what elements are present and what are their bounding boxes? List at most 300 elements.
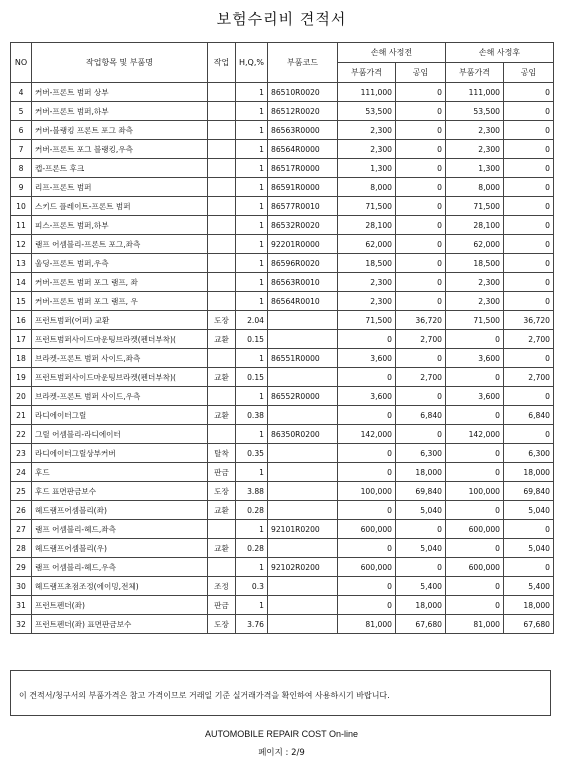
cell-no: 22 bbox=[11, 425, 32, 444]
table-row bbox=[11, 406, 554, 425]
cell-work-type bbox=[208, 387, 236, 406]
table-row bbox=[11, 102, 554, 121]
cell-part-code bbox=[268, 368, 338, 387]
cell-part-code bbox=[268, 615, 338, 634]
cell-part-price-after: 71,500 bbox=[446, 197, 504, 216]
cell-part-price-after: 81,000 bbox=[446, 615, 504, 634]
cell-hq: 1 bbox=[236, 197, 268, 216]
cell-labor-after: 0 bbox=[504, 349, 554, 368]
table-row bbox=[11, 349, 554, 368]
cell-item-name: 라디에이터그릴상부커버 bbox=[32, 444, 208, 463]
cell-labor-after: 0 bbox=[504, 235, 554, 254]
table-row bbox=[11, 235, 554, 254]
cell-part-price-before: 71,500 bbox=[338, 197, 396, 216]
cell-item-name: 프런트범퍼(어퍼) 교환 bbox=[32, 311, 208, 330]
cell-item-name: 후드 bbox=[32, 463, 208, 482]
cell-item-name: 브라켓-프론트 범퍼 사이드,우측 bbox=[32, 387, 208, 406]
cell-part-price-before: 8,000 bbox=[338, 178, 396, 197]
header-before-adjustment: 손해 사정전 bbox=[338, 43, 446, 63]
cell-part-code: 86591R0000 bbox=[268, 178, 338, 197]
cell-no: 30 bbox=[11, 577, 32, 596]
cell-hq: 1 bbox=[236, 102, 268, 121]
cell-hq: 1 bbox=[236, 387, 268, 406]
cell-no: 9 bbox=[11, 178, 32, 197]
cell-work-type: 탈착 bbox=[208, 444, 236, 463]
cell-labor-before: 0 bbox=[396, 254, 446, 273]
cell-hq: 1 bbox=[236, 273, 268, 292]
cell-part-price-after: 62,000 bbox=[446, 235, 504, 254]
cell-item-name: 브라켓-프론트 범퍼 사이드,좌측 bbox=[32, 349, 208, 368]
cell-no: 32 bbox=[11, 615, 32, 634]
cell-hq: 1 bbox=[236, 216, 268, 235]
cell-part-price-before: 142,000 bbox=[338, 425, 396, 444]
cell-labor-after: 0 bbox=[504, 273, 554, 292]
cell-part-price-before: 1,300 bbox=[338, 159, 396, 178]
cell-item-name: 커버-블랭킹 프론트 포그 좌측 bbox=[32, 121, 208, 140]
cell-no: 14 bbox=[11, 273, 32, 292]
cell-labor-after: 0 bbox=[504, 425, 554, 444]
cell-part-price-before: 62,000 bbox=[338, 235, 396, 254]
cell-part-price-after: 0 bbox=[446, 330, 504, 349]
cell-part-code: 92102R0200 bbox=[268, 558, 338, 577]
cell-hq: 3.88 bbox=[236, 482, 268, 501]
cell-labor-before: 18,000 bbox=[396, 596, 446, 615]
cell-no: 15 bbox=[11, 292, 32, 311]
cell-part-price-after: 8,000 bbox=[446, 178, 504, 197]
cell-labor-after: 0 bbox=[504, 140, 554, 159]
cell-labor-before: 0 bbox=[396, 140, 446, 159]
table-row bbox=[11, 121, 554, 140]
cell-part-price-after: 600,000 bbox=[446, 520, 504, 539]
cell-work-type: 교환 bbox=[208, 368, 236, 387]
cell-labor-before: 0 bbox=[396, 102, 446, 121]
table-row bbox=[11, 159, 554, 178]
cell-part-price-before: 2,300 bbox=[338, 292, 396, 311]
cell-part-price-after: 600,000 bbox=[446, 558, 504, 577]
cell-labor-after: 18,000 bbox=[504, 463, 554, 482]
header-part-price-after: 부품가격 bbox=[446, 63, 504, 83]
cell-part-price-before: 3,600 bbox=[338, 387, 396, 406]
cell-work-type: 교환 bbox=[208, 501, 236, 520]
cell-part-code bbox=[268, 596, 338, 615]
cell-part-code: 86512R0020 bbox=[268, 102, 338, 121]
header-after-adjustment: 손해 사정후 bbox=[446, 43, 554, 63]
cell-part-price-before: 0 bbox=[338, 330, 396, 349]
cell-item-name: 후드 표면판금보수 bbox=[32, 482, 208, 501]
cell-work-type bbox=[208, 273, 236, 292]
cell-labor-after: 67,680 bbox=[504, 615, 554, 634]
price-notice: 이 견적서/청구서의 부품가격은 참고 가격이므로 거래일 기준 실거래가격을 확인하여 사용하시기 바랍니다. bbox=[10, 670, 551, 716]
cell-labor-after: 5,400 bbox=[504, 577, 554, 596]
cell-part-code bbox=[268, 482, 338, 501]
cell-part-code bbox=[268, 463, 338, 482]
cell-no: 25 bbox=[11, 482, 32, 501]
cell-labor-before: 0 bbox=[396, 216, 446, 235]
cell-item-name: 그릴 어셈블리-라디에이터 bbox=[32, 425, 208, 444]
cell-part-code: 86564R0010 bbox=[268, 292, 338, 311]
cell-labor-before: 0 bbox=[396, 159, 446, 178]
table-row bbox=[11, 425, 554, 444]
cell-part-price-after: 18,500 bbox=[446, 254, 504, 273]
table-row bbox=[11, 520, 554, 539]
table-row bbox=[11, 368, 554, 387]
cell-item-name: 울딩-프론트 범퍼,우측 bbox=[32, 254, 208, 273]
table-row bbox=[11, 387, 554, 406]
cell-part-code: 86510R0020 bbox=[268, 83, 338, 102]
cell-part-code: 86563R0000 bbox=[268, 121, 338, 140]
cell-labor-after: 5,040 bbox=[504, 539, 554, 558]
cell-part-price-after: 2,300 bbox=[446, 140, 504, 159]
table-row bbox=[11, 501, 554, 520]
cell-labor-before: 67,680 bbox=[396, 615, 446, 634]
cell-labor-after: 0 bbox=[504, 216, 554, 235]
cell-part-code: 86350R0200 bbox=[268, 425, 338, 444]
cell-no: 21 bbox=[11, 406, 32, 425]
cell-no: 27 bbox=[11, 520, 32, 539]
cell-labor-before: 0 bbox=[396, 425, 446, 444]
header-labor-before: 공임 bbox=[396, 63, 446, 83]
table-row bbox=[11, 273, 554, 292]
footer-service-name: AUTOMOBILE REPAIR COST On-line bbox=[204, 729, 359, 739]
cell-part-code: 92101R0200 bbox=[268, 520, 338, 539]
cell-work-type bbox=[208, 102, 236, 121]
table-row bbox=[11, 140, 554, 159]
cell-labor-before: 5,400 bbox=[396, 577, 446, 596]
cell-part-code bbox=[268, 406, 338, 425]
cell-part-price-after: 100,000 bbox=[446, 482, 504, 501]
cell-hq: 0.3 bbox=[236, 577, 268, 596]
cell-labor-after: 0 bbox=[504, 197, 554, 216]
cell-part-price-after: 142,000 bbox=[446, 425, 504, 444]
cell-part-code: 86551R0000 bbox=[268, 349, 338, 368]
cell-labor-after: 6,840 bbox=[504, 406, 554, 425]
cell-item-name: 프런트펜더(좌) bbox=[32, 596, 208, 615]
header-labor-after: 공임 bbox=[504, 63, 554, 83]
cell-item-name: 헤드램프어셈블리(좌) bbox=[32, 501, 208, 520]
header-hq: H,Q,% bbox=[236, 43, 268, 83]
table-row bbox=[11, 330, 554, 349]
cell-part-code: 92201R0000 bbox=[268, 235, 338, 254]
cell-part-price-after: 0 bbox=[446, 463, 504, 482]
cell-no: 20 bbox=[11, 387, 32, 406]
cell-work-type: 교환 bbox=[208, 539, 236, 558]
cell-item-name: 프런트범퍼사이드마운팅브라켓(펜더부착)( bbox=[32, 368, 208, 387]
table-row bbox=[11, 615, 554, 634]
cell-part-price-before: 111,000 bbox=[338, 83, 396, 102]
cell-work-type: 도장 bbox=[208, 311, 236, 330]
cell-part-code: 86577R0010 bbox=[268, 197, 338, 216]
cell-no: 7 bbox=[11, 140, 32, 159]
cell-labor-before: 2,700 bbox=[396, 330, 446, 349]
cell-labor-before: 6,300 bbox=[396, 444, 446, 463]
table-row bbox=[11, 463, 554, 482]
cell-hq: 1 bbox=[236, 349, 268, 368]
cell-part-code bbox=[268, 330, 338, 349]
cell-hq: 1 bbox=[236, 292, 268, 311]
cell-no: 5 bbox=[11, 102, 32, 121]
table-row bbox=[11, 197, 554, 216]
header-no: NO bbox=[11, 43, 32, 83]
cell-hq: 2.04 bbox=[236, 311, 268, 330]
cell-labor-before: 6,840 bbox=[396, 406, 446, 425]
cell-part-code bbox=[268, 444, 338, 463]
cell-hq: 1 bbox=[236, 178, 268, 197]
cell-labor-after: 0 bbox=[504, 254, 554, 273]
estimate-table bbox=[10, 42, 554, 634]
cell-no: 18 bbox=[11, 349, 32, 368]
header-item: 작업항목 및 부품명 bbox=[32, 43, 208, 83]
cell-part-code: 86563R0010 bbox=[268, 273, 338, 292]
cell-labor-after: 0 bbox=[504, 83, 554, 102]
cell-part-price-after: 0 bbox=[446, 539, 504, 558]
cell-labor-after: 5,040 bbox=[504, 501, 554, 520]
cell-part-code: 86532R0020 bbox=[268, 216, 338, 235]
cell-labor-before: 0 bbox=[396, 121, 446, 140]
cell-work-type bbox=[208, 83, 236, 102]
cell-labor-before: 0 bbox=[396, 83, 446, 102]
cell-labor-after: 0 bbox=[504, 121, 554, 140]
cell-part-price-after: 0 bbox=[446, 368, 504, 387]
cell-item-name: 프런트범퍼사이드마운팅브라켓(펜더부착)( bbox=[32, 330, 208, 349]
cell-item-name: 라디에이터그릴 bbox=[32, 406, 208, 425]
cell-labor-before: 36,720 bbox=[396, 311, 446, 330]
cell-part-price-before: 3,600 bbox=[338, 349, 396, 368]
cell-part-price-before: 2,300 bbox=[338, 273, 396, 292]
cell-work-type bbox=[208, 159, 236, 178]
cell-work-type bbox=[208, 235, 236, 254]
cell-labor-after: 0 bbox=[504, 558, 554, 577]
cell-part-price-before: 28,100 bbox=[338, 216, 396, 235]
cell-work-type bbox=[208, 121, 236, 140]
cell-hq: 0.28 bbox=[236, 539, 268, 558]
cell-item-name: 커버-프론트 범퍼 포그 램프, 우 bbox=[32, 292, 208, 311]
cell-part-price-before: 0 bbox=[338, 577, 396, 596]
cell-work-type bbox=[208, 254, 236, 273]
cell-labor-before: 0 bbox=[396, 197, 446, 216]
cell-no: 23 bbox=[11, 444, 32, 463]
cell-part-code bbox=[268, 311, 338, 330]
cell-no: 19 bbox=[11, 368, 32, 387]
cell-item-name: 스키드 플레이트-프론트 범퍼 bbox=[32, 197, 208, 216]
cell-labor-after: 2,700 bbox=[504, 368, 554, 387]
cell-part-price-after: 0 bbox=[446, 596, 504, 615]
cell-hq: 0.38 bbox=[236, 406, 268, 425]
cell-part-price-before: 100,000 bbox=[338, 482, 396, 501]
cell-part-price-before: 0 bbox=[338, 539, 396, 558]
cell-labor-after: 0 bbox=[504, 178, 554, 197]
cell-no: 29 bbox=[11, 558, 32, 577]
cell-item-name: 램프 어셈블리-헤드,좌측 bbox=[32, 520, 208, 539]
cell-item-name: 피스-프론트 범퍼,하부 bbox=[32, 216, 208, 235]
table-row bbox=[11, 83, 554, 102]
cell-part-price-after: 3,600 bbox=[446, 349, 504, 368]
table-row bbox=[11, 292, 554, 311]
cell-labor-after: 2,700 bbox=[504, 330, 554, 349]
cell-labor-after: 69,840 bbox=[504, 482, 554, 501]
cell-item-name: 헤드램프초점조정(에이밍,전체) bbox=[32, 577, 208, 596]
cell-hq: 0.35 bbox=[236, 444, 268, 463]
cell-labor-before: 5,040 bbox=[396, 539, 446, 558]
cell-part-price-after: 2,300 bbox=[446, 121, 504, 140]
cell-part-price-after: 0 bbox=[446, 501, 504, 520]
cell-labor-before: 0 bbox=[396, 273, 446, 292]
cell-labor-before: 0 bbox=[396, 292, 446, 311]
cell-labor-before: 0 bbox=[396, 520, 446, 539]
cell-part-price-before: 0 bbox=[338, 463, 396, 482]
cell-part-code: 86596R0020 bbox=[268, 254, 338, 273]
cell-hq: 1 bbox=[236, 121, 268, 140]
cell-work-type bbox=[208, 349, 236, 368]
header-part-price-before: 부품가격 bbox=[338, 63, 396, 83]
cell-labor-before: 0 bbox=[396, 178, 446, 197]
cell-labor-before: 69,840 bbox=[396, 482, 446, 501]
cell-part-price-before: 2,300 bbox=[338, 140, 396, 159]
cell-item-name: 커버-프론트 포그 블랭킹,우측 bbox=[32, 140, 208, 159]
cell-no: 13 bbox=[11, 254, 32, 273]
cell-part-price-before: 2,300 bbox=[338, 121, 396, 140]
cell-labor-before: 2,700 bbox=[396, 368, 446, 387]
cell-part-price-after: 71,500 bbox=[446, 311, 504, 330]
cell-item-name: 리프-프론트 범퍼 bbox=[32, 178, 208, 197]
table-row bbox=[11, 577, 554, 596]
cell-work-type bbox=[208, 425, 236, 444]
cell-part-price-after: 53,500 bbox=[446, 102, 504, 121]
cell-labor-after: 0 bbox=[504, 520, 554, 539]
cell-part-code bbox=[268, 539, 338, 558]
cell-no: 26 bbox=[11, 501, 32, 520]
cell-part-price-after: 111,000 bbox=[446, 83, 504, 102]
cell-labor-after: 36,720 bbox=[504, 311, 554, 330]
cell-part-price-after: 0 bbox=[446, 444, 504, 463]
cell-part-price-before: 53,500 bbox=[338, 102, 396, 121]
cell-item-name: 램프 어셈블리-헤드,우측 bbox=[32, 558, 208, 577]
cell-work-type: 판금 bbox=[208, 463, 236, 482]
table-row bbox=[11, 216, 554, 235]
cell-work-type bbox=[208, 558, 236, 577]
cell-part-code bbox=[268, 501, 338, 520]
cell-item-name: 헤드램프어셈블리(우) bbox=[32, 539, 208, 558]
cell-hq: 1 bbox=[236, 596, 268, 615]
cell-part-price-before: 71,500 bbox=[338, 311, 396, 330]
cell-part-price-after: 28,100 bbox=[446, 216, 504, 235]
cell-work-type: 도장 bbox=[208, 482, 236, 501]
cell-part-price-before: 600,000 bbox=[338, 558, 396, 577]
cell-hq: 3.76 bbox=[236, 615, 268, 634]
cell-no: 24 bbox=[11, 463, 32, 482]
cell-hq: 1 bbox=[236, 520, 268, 539]
cell-item-name: 커버-프론트 범퍼 포그 램프, 좌 bbox=[32, 273, 208, 292]
cell-no: 10 bbox=[11, 197, 32, 216]
cell-labor-before: 0 bbox=[396, 349, 446, 368]
cell-no: 28 bbox=[11, 539, 32, 558]
cell-labor-before: 0 bbox=[396, 235, 446, 254]
cell-work-type bbox=[208, 520, 236, 539]
cell-part-price-before: 0 bbox=[338, 501, 396, 520]
cell-no: 8 bbox=[11, 159, 32, 178]
cell-part-code: 86564R0000 bbox=[268, 140, 338, 159]
table-row bbox=[11, 482, 554, 501]
table-row bbox=[11, 254, 554, 273]
cell-item-name: 커버-프론트 범퍼,하부 bbox=[32, 102, 208, 121]
cell-part-price-after: 0 bbox=[446, 406, 504, 425]
cell-no: 4 bbox=[11, 83, 32, 102]
cell-part-price-after: 2,300 bbox=[446, 273, 504, 292]
table-row bbox=[11, 596, 554, 615]
cell-work-type bbox=[208, 178, 236, 197]
cell-labor-after: 6,300 bbox=[504, 444, 554, 463]
cell-labor-after: 0 bbox=[504, 159, 554, 178]
cell-part-code bbox=[268, 577, 338, 596]
cell-no: 12 bbox=[11, 235, 32, 254]
cell-part-code: 86552R0000 bbox=[268, 387, 338, 406]
cell-hq: 0.15 bbox=[236, 368, 268, 387]
cell-no: 6 bbox=[11, 121, 32, 140]
table-row bbox=[11, 444, 554, 463]
cell-work-type: 도장 bbox=[208, 615, 236, 634]
cell-item-name: 램프 어셈블리-프론트 포그,좌측 bbox=[32, 235, 208, 254]
cell-no: 16 bbox=[11, 311, 32, 330]
table-row bbox=[11, 311, 554, 330]
header-work: 작업 bbox=[208, 43, 236, 83]
cell-hq: 1 bbox=[236, 558, 268, 577]
cell-hq: 1 bbox=[236, 463, 268, 482]
cell-labor-after: 0 bbox=[504, 387, 554, 406]
cell-work-type: 판금 bbox=[208, 596, 236, 615]
cell-part-price-before: 600,000 bbox=[338, 520, 396, 539]
cell-part-price-before: 81,000 bbox=[338, 615, 396, 634]
cell-no: 31 bbox=[11, 596, 32, 615]
cell-labor-after: 0 bbox=[504, 292, 554, 311]
cell-no: 17 bbox=[11, 330, 32, 349]
cell-labor-before: 5,040 bbox=[396, 501, 446, 520]
cell-hq: 1 bbox=[236, 159, 268, 178]
cell-work-type bbox=[208, 197, 236, 216]
cell-part-price-before: 18,500 bbox=[338, 254, 396, 273]
cell-hq: 1 bbox=[236, 254, 268, 273]
cell-hq: 1 bbox=[236, 235, 268, 254]
page-number: 페이지 : 2/9 bbox=[258, 748, 305, 758]
cell-labor-after: 0 bbox=[504, 102, 554, 121]
cell-part-price-before: 0 bbox=[338, 444, 396, 463]
cell-labor-after: 18,000 bbox=[504, 596, 554, 615]
cell-item-name: 프런트펜더(좌) 표면판금보수 bbox=[32, 615, 208, 634]
cell-work-type bbox=[208, 216, 236, 235]
document-title: 보험수리비 견적서 bbox=[216, 10, 347, 28]
cell-labor-before: 0 bbox=[396, 558, 446, 577]
cell-hq: 1 bbox=[236, 140, 268, 159]
cell-labor-before: 0 bbox=[396, 387, 446, 406]
header-part-code: 부품코드 bbox=[268, 43, 338, 83]
table-row bbox=[11, 178, 554, 197]
cell-work-type: 교환 bbox=[208, 406, 236, 425]
cell-labor-before: 18,000 bbox=[396, 463, 446, 482]
cell-work-type: 교환 bbox=[208, 330, 236, 349]
cell-hq: 1 bbox=[236, 425, 268, 444]
cell-hq: 0.15 bbox=[236, 330, 268, 349]
cell-part-price-before: 0 bbox=[338, 406, 396, 425]
cell-no: 11 bbox=[11, 216, 32, 235]
cell-part-price-after: 1,300 bbox=[446, 159, 504, 178]
cell-part-price-after: 0 bbox=[446, 577, 504, 596]
cell-work-type bbox=[208, 292, 236, 311]
cell-work-type bbox=[208, 140, 236, 159]
table-row bbox=[11, 539, 554, 558]
cell-part-price-before: 0 bbox=[338, 596, 396, 615]
table-row bbox=[11, 558, 554, 577]
cell-work-type: 조정 bbox=[208, 577, 236, 596]
cell-part-price-after: 3,600 bbox=[446, 387, 504, 406]
cell-hq: 0.28 bbox=[236, 501, 268, 520]
